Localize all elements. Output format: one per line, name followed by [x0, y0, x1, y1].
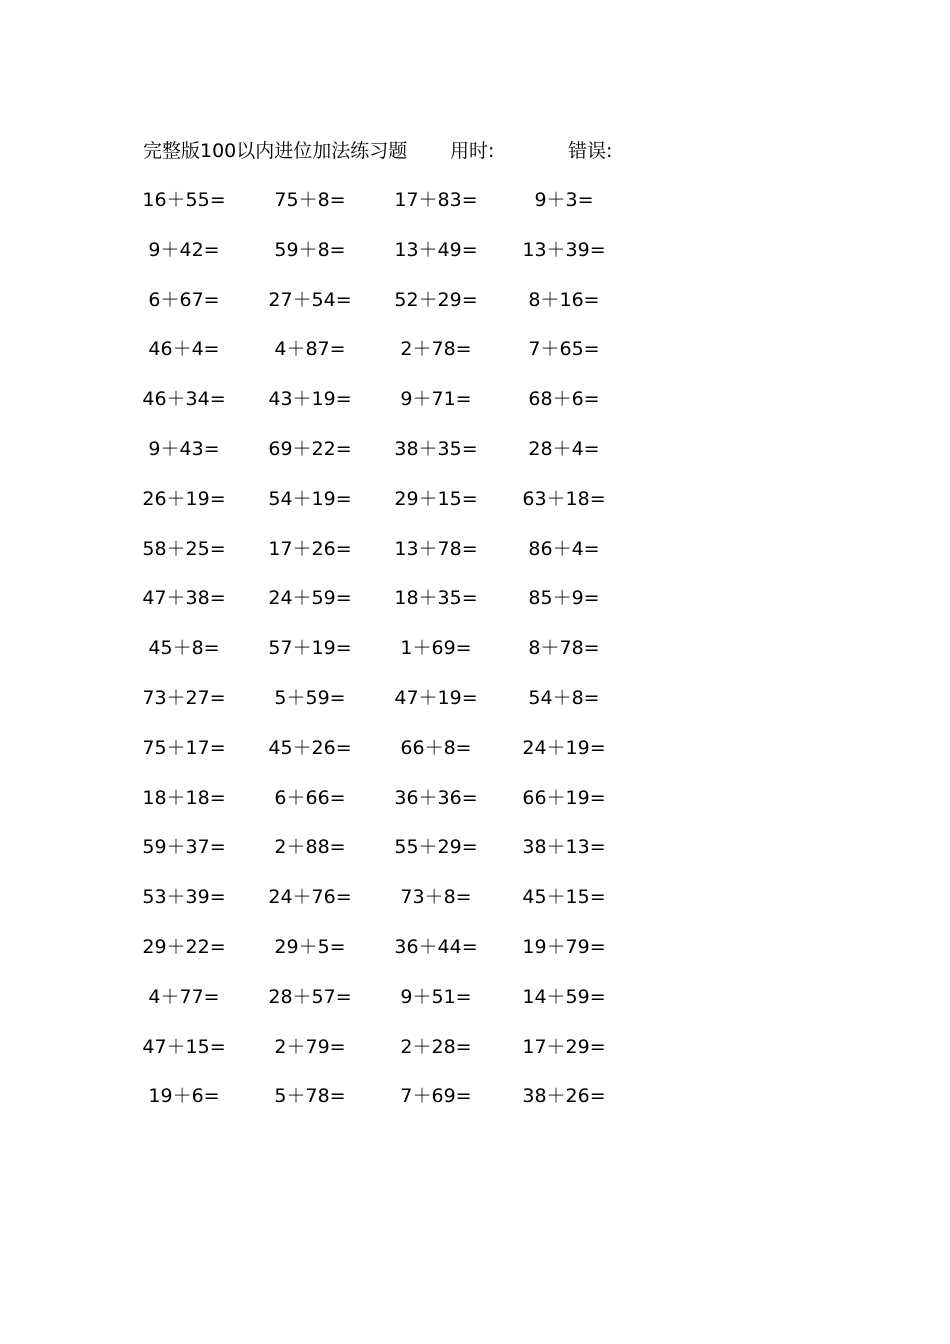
problem-item: 75＋8=	[274, 189, 346, 211]
problem-row	[0, 733, 950, 783]
problem-item: 19＋6=	[148, 1085, 220, 1108]
problem-item: 7＋65=	[528, 338, 600, 361]
problem-row	[0, 832, 950, 882]
problem-item: 28＋57=	[268, 985, 352, 1008]
problem-row	[0, 1032, 950, 1082]
problem-item: 9＋43=	[148, 437, 220, 460]
problem-item: 47＋38=	[142, 587, 226, 610]
problem-item: 68＋6=	[528, 388, 600, 411]
problem-item: 66＋8=	[400, 736, 472, 759]
problem-item: 45＋26=	[268, 736, 352, 759]
problem-row	[0, 932, 950, 982]
problem-row	[0, 534, 950, 584]
problem-item: 24＋76=	[268, 886, 352, 909]
problem-row	[0, 683, 950, 733]
problem-item: 9＋71=	[400, 388, 472, 411]
problem-item: 8＋16=	[528, 288, 600, 311]
problem-row	[0, 982, 950, 1032]
problem-item: 9＋42=	[148, 238, 220, 261]
problem-row	[0, 633, 950, 683]
problem-row	[0, 334, 950, 384]
problem-item: 18＋18=	[142, 786, 226, 809]
problem-item: 17＋29=	[522, 1035, 606, 1058]
problem-item: 1＋69=	[400, 637, 472, 660]
problem-item: 36＋44=	[394, 935, 478, 958]
problem-item: 38＋26=	[522, 1085, 606, 1108]
problem-item: 29＋5=	[274, 935, 346, 958]
problem-item: 2＋78=	[400, 338, 472, 361]
problem-item: 24＋19=	[522, 736, 606, 759]
problem-item: 2＋88=	[274, 836, 346, 859]
problem-item: 45＋15=	[522, 886, 606, 909]
problem-item: 27＋54=	[268, 288, 352, 311]
problem-item: 9＋51=	[400, 985, 472, 1008]
problem-item: 69＋22=	[268, 437, 352, 460]
problem-item: 63＋18=	[522, 487, 606, 510]
problem-row	[0, 484, 950, 534]
problem-item: 46＋4=	[148, 338, 220, 361]
problem-item: 14＋59=	[522, 985, 606, 1008]
problem-row	[0, 285, 950, 335]
problem-item: 47＋15=	[142, 1035, 226, 1058]
problem-item: 38＋13=	[522, 836, 606, 859]
problem-row	[0, 235, 950, 285]
problem-row	[0, 1081, 950, 1131]
problem-item: 4＋77=	[148, 985, 220, 1008]
problem-item: 53＋39=	[142, 886, 226, 909]
time-label: 用时:	[450, 140, 495, 162]
problem-item: 86＋4=	[528, 537, 600, 560]
problem-item: 2＋79=	[274, 1035, 346, 1058]
problem-item: 38＋35=	[394, 437, 478, 460]
problem-item: 13＋49=	[394, 238, 478, 261]
problem-item: 18＋35=	[394, 587, 478, 610]
problem-item: 58＋25=	[142, 537, 226, 560]
problem-item: 28＋4=	[528, 437, 600, 460]
problem-item: 17＋83=	[394, 189, 478, 211]
problem-item: 16＋55=	[142, 189, 226, 211]
worksheet-header	[143, 136, 643, 166]
problem-item: 47＋19=	[394, 686, 478, 709]
problem-item: 2＋28=	[400, 1035, 472, 1058]
problem-item: 5＋78=	[274, 1085, 346, 1108]
problem-row	[0, 783, 950, 833]
problem-item: 54＋8=	[528, 686, 600, 709]
problem-item: 75＋17=	[142, 736, 226, 759]
problem-item: 45＋8=	[148, 637, 220, 660]
problem-item: 9＋3=	[534, 189, 594, 211]
problem-item: 17＋26=	[268, 537, 352, 560]
problem-item: 55＋29=	[394, 836, 478, 859]
problem-item: 26＋19=	[142, 487, 226, 510]
problem-row	[0, 185, 950, 235]
problem-item: 29＋22=	[142, 935, 226, 958]
problem-grid	[0, 185, 950, 1131]
problem-row	[0, 434, 950, 484]
problem-item: 7＋69=	[400, 1085, 472, 1108]
problem-item: 46＋34=	[142, 388, 226, 411]
problem-item: 36＋36=	[394, 786, 478, 809]
problem-item: 59＋37=	[142, 836, 226, 859]
problem-row	[0, 882, 950, 932]
worksheet-title: 完整版100以内进位加法练习题	[143, 140, 408, 162]
problem-item: 29＋15=	[394, 487, 478, 510]
problem-item: 4＋87=	[274, 338, 346, 361]
problem-item: 57＋19=	[268, 637, 352, 660]
problem-item: 59＋8=	[274, 238, 346, 261]
problem-item: 85＋9=	[528, 587, 600, 610]
problem-item: 6＋66=	[274, 786, 346, 809]
problem-row	[0, 384, 950, 434]
problem-item: 8＋78=	[528, 637, 600, 660]
error-label: 错误:	[568, 140, 613, 162]
problem-item: 54＋19=	[268, 487, 352, 510]
problem-item: 6＋67=	[148, 288, 220, 311]
problem-item: 13＋78=	[394, 537, 478, 560]
problem-row	[0, 583, 950, 633]
problem-item: 24＋59=	[268, 587, 352, 610]
problem-item: 19＋79=	[522, 935, 606, 958]
problem-item: 73＋8=	[400, 886, 472, 909]
problem-item: 52＋29=	[394, 288, 478, 311]
problem-item: 43＋19=	[268, 388, 352, 411]
problem-item: 66＋19=	[522, 786, 606, 809]
problem-item: 5＋59=	[274, 686, 346, 709]
problem-item: 73＋27=	[142, 686, 226, 709]
problem-item: 13＋39=	[522, 238, 606, 261]
